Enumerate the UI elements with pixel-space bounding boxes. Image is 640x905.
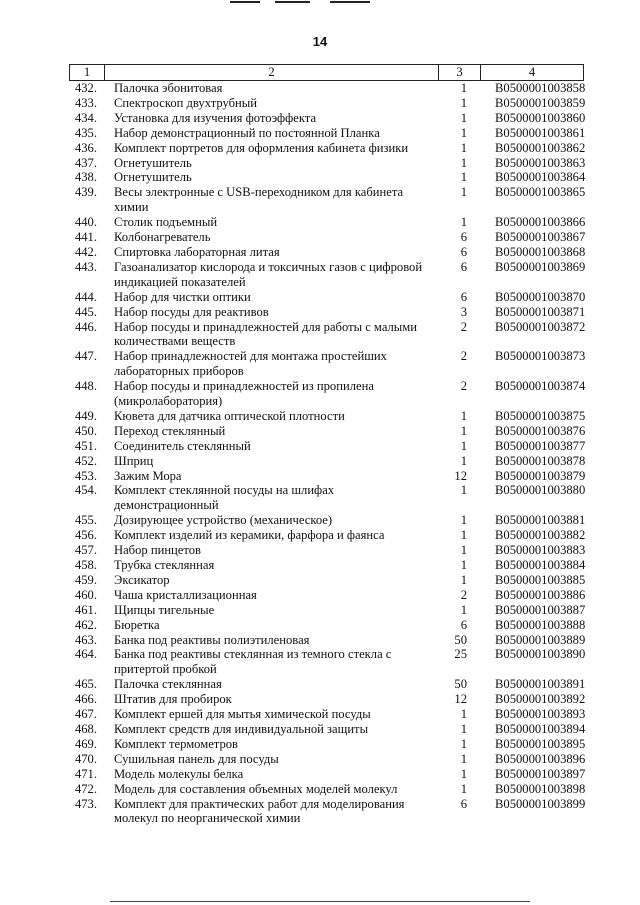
table-row xyxy=(69,215,584,230)
scan-mark-segment xyxy=(230,1,260,3)
row-number: 456. xyxy=(74,528,97,543)
item-quantity: 6 xyxy=(460,259,467,274)
table-row xyxy=(69,185,584,215)
inventory-code: B0500001003880 xyxy=(495,483,586,498)
inventory-code: B0500001003867 xyxy=(495,230,586,245)
table-row xyxy=(69,633,584,648)
inventory-code: B0500001003858 xyxy=(495,81,586,95)
row-number: 460. xyxy=(74,587,97,602)
item-name: Эксикатор xyxy=(114,572,170,587)
item-quantity: 1 xyxy=(460,572,467,587)
row-number: 472. xyxy=(74,781,97,796)
page-number: 14 xyxy=(312,34,328,49)
row-number: 449. xyxy=(74,408,97,423)
inventory-code: B0500001003877 xyxy=(495,438,586,453)
row-number: 471. xyxy=(74,766,97,781)
row-number: 444. xyxy=(74,289,97,304)
inventory-code: B0500001003865 xyxy=(495,185,586,200)
item-quantity: 1 xyxy=(460,185,467,200)
row-number: 442. xyxy=(74,244,97,259)
scan-mark-segment xyxy=(275,1,310,3)
item-quantity: 12 xyxy=(454,692,467,707)
row-number: 446. xyxy=(74,319,97,334)
inventory-code: B0500001003894 xyxy=(495,721,586,736)
item-quantity: 25 xyxy=(454,647,467,662)
row-number: 435. xyxy=(74,125,97,140)
row-number: 434. xyxy=(74,110,97,125)
inventory-code: B0500001003869 xyxy=(495,259,586,274)
table-row xyxy=(69,677,584,692)
item-quantity: 1 xyxy=(460,453,467,468)
inventory-code: B0500001003899 xyxy=(495,796,586,811)
table-row xyxy=(69,81,584,96)
row-number: 457. xyxy=(74,543,97,558)
inventory-code: B0500001003888 xyxy=(495,617,586,632)
item-quantity: 1 xyxy=(460,155,467,170)
item-name: Зажим Мора xyxy=(114,468,182,483)
table-row xyxy=(69,409,584,424)
item-quantity: 1 xyxy=(460,736,467,751)
item-quantity: 1 xyxy=(460,81,467,95)
item-name: Комплект термометров xyxy=(114,736,238,751)
item-quantity: 1 xyxy=(460,140,467,155)
inventory-code: B0500001003881 xyxy=(495,513,586,528)
row-number: 440. xyxy=(74,215,97,230)
table-header xyxy=(69,64,584,81)
inventory-code: B0500001003859 xyxy=(495,95,586,110)
item-quantity: 50 xyxy=(454,632,467,647)
inventory-code: B0500001003891 xyxy=(495,677,586,692)
inventory-code: B0500001003866 xyxy=(495,215,586,230)
row-number: 458. xyxy=(74,558,97,572)
item-name: Банка под реактивы полиэтиленовая xyxy=(114,632,310,647)
inventory-code: B0500001003861 xyxy=(495,125,586,140)
table-row xyxy=(69,573,584,588)
item-quantity: 6 xyxy=(460,796,467,811)
item-quantity: 1 xyxy=(460,766,467,781)
item-name: Шприц xyxy=(114,453,154,468)
item-name: Палочка эбонитовая xyxy=(114,81,223,95)
table-row xyxy=(69,126,584,141)
inventory-code: B0500001003879 xyxy=(495,468,586,483)
item-name: Огнетушитель xyxy=(114,170,192,185)
table-row xyxy=(69,752,584,767)
header-col-3: 3 xyxy=(439,65,481,80)
table-row xyxy=(69,692,584,707)
item-quantity: 3 xyxy=(460,304,467,319)
item-name: Трубка стеклянная xyxy=(114,558,215,572)
inventory-code: B0500001003898 xyxy=(495,781,586,796)
item-name: Установка для изучения фотоэффекта xyxy=(114,110,317,125)
row-number: 439. xyxy=(74,185,97,200)
item-name: Огнетушитель xyxy=(114,155,192,170)
item-quantity: 2 xyxy=(460,319,467,334)
table-row xyxy=(69,558,584,573)
table-row xyxy=(69,737,584,752)
item-name: Набор принадлежностей для монтажа простейших лабораторных приборов xyxy=(114,349,387,379)
row-number: 468. xyxy=(74,721,97,736)
row-number: 463. xyxy=(74,632,97,647)
row-number: 465. xyxy=(74,677,97,692)
item-quantity: 1 xyxy=(460,543,467,558)
item-name: Модель молекулы белка xyxy=(114,766,244,781)
item-name: Банка под реактивы стеклянная из темного стекла с притертой пробкой xyxy=(114,647,392,677)
row-number: 438. xyxy=(74,170,97,185)
row-number: 455. xyxy=(74,513,97,528)
inventory-code: B0500001003873 xyxy=(495,349,586,364)
scan-bottom-mark xyxy=(0,897,640,905)
table-row xyxy=(69,111,584,126)
item-name: Набор для чистки оптики xyxy=(114,289,251,304)
table-row xyxy=(69,439,584,454)
item-quantity: 1 xyxy=(460,95,467,110)
row-number: 448. xyxy=(74,379,97,394)
inventory-code: B0500001003868 xyxy=(495,244,586,259)
inventory-code: B0500001003885 xyxy=(495,572,586,587)
table-row xyxy=(69,469,584,484)
item-quantity: 1 xyxy=(460,483,467,498)
item-quantity: 1 xyxy=(460,513,467,528)
table-row xyxy=(69,513,584,528)
item-name: Спектроскоп двухтрубный xyxy=(114,95,257,110)
row-number: 461. xyxy=(74,602,97,617)
inventory-code: B0500001003886 xyxy=(495,587,586,602)
item-name: Комплект ершей для мытья химической посуды xyxy=(114,707,371,722)
item-name: Весы электронные с USB-переходником для кабинета химии xyxy=(114,185,404,215)
table-row xyxy=(69,305,584,320)
inventory-code: B0500001003864 xyxy=(495,170,586,185)
row-number: 466. xyxy=(74,692,97,707)
item-quantity: 1 xyxy=(460,528,467,543)
table-row xyxy=(69,618,584,633)
table-row xyxy=(69,156,584,171)
item-quantity: 1 xyxy=(460,721,467,736)
inventory-code: B0500001003882 xyxy=(495,528,586,543)
item-name: Дозирующее устройство (механическое) xyxy=(114,513,333,528)
scan-mark-segment xyxy=(330,1,370,3)
table-row xyxy=(69,647,584,677)
row-number: 462. xyxy=(74,617,97,632)
item-name: Комплект стеклянной посуды на шлифах демонстрационный xyxy=(114,483,335,513)
table-row xyxy=(69,722,584,737)
inventory-code: B0500001003895 xyxy=(495,736,586,751)
inventory-code: B0500001003860 xyxy=(495,110,586,125)
item-quantity: 1 xyxy=(460,408,467,423)
inventory-code: B0500001003893 xyxy=(495,707,586,722)
item-name: Набор посуды для реактивов xyxy=(114,304,269,319)
item-quantity: 6 xyxy=(460,230,467,245)
table-row xyxy=(69,170,584,185)
inventory-code: B0500001003870 xyxy=(495,289,586,304)
row-number: 452. xyxy=(74,453,97,468)
table-row xyxy=(69,707,584,722)
row-number: 445. xyxy=(74,304,97,319)
inventory-code: B0500001003887 xyxy=(495,602,586,617)
table-row xyxy=(69,454,584,469)
item-quantity: 1 xyxy=(460,170,467,185)
row-number: 450. xyxy=(74,423,97,438)
table-row xyxy=(69,424,584,439)
inventory-code: B0500001003896 xyxy=(495,751,586,766)
scan-mark-line xyxy=(110,901,530,902)
header-col-1: 1 xyxy=(69,65,105,80)
row-number: 433. xyxy=(74,95,97,110)
inventory-code: B0500001003897 xyxy=(495,766,586,781)
item-name: Комплект портретов для оформления кабинета физики xyxy=(114,140,409,155)
table-row xyxy=(69,543,584,558)
item-quantity: 50 xyxy=(454,677,467,692)
row-number: 454. xyxy=(74,483,97,498)
item-name: Комплект средств для индивидуальной защиты xyxy=(114,721,369,736)
table-row xyxy=(69,797,584,827)
table-row xyxy=(69,141,584,156)
item-quantity: 2 xyxy=(460,349,467,364)
item-quantity: 1 xyxy=(460,751,467,766)
item-quantity: 1 xyxy=(460,215,467,230)
item-name: Штатив для пробирок xyxy=(114,692,232,707)
table-row xyxy=(69,96,584,111)
item-name: Набор посуды и принадлежностей из пропилена (микролаборатория) xyxy=(114,379,374,409)
item-name: Набор демонстрационный по постоянной Планка xyxy=(114,125,380,140)
inventory-code: B0500001003889 xyxy=(495,632,586,647)
table-row xyxy=(69,379,584,409)
inventory-code: B0500001003863 xyxy=(495,155,586,170)
item-name: Комплект изделий из керамики, фарфора и фаянса xyxy=(114,528,385,543)
item-name: Палочка стеклянная xyxy=(114,677,222,692)
inventory-code: B0500001003871 xyxy=(495,304,586,319)
item-name: Набор пинцетов xyxy=(114,543,201,558)
item-quantity: 1 xyxy=(460,558,467,572)
table-body xyxy=(69,81,584,826)
header-col-4: 4 xyxy=(481,65,584,80)
table-row xyxy=(69,603,584,618)
item-quantity: 1 xyxy=(460,781,467,796)
inventory-code: B0500001003874 xyxy=(495,379,586,394)
item-quantity: 1 xyxy=(460,125,467,140)
item-name: Газоанализатор кислорода и токсичных газов с цифровой индикацией показателей xyxy=(114,259,423,289)
inventory-code: B0500001003892 xyxy=(495,692,586,707)
item-name: Колбонагреватель xyxy=(114,230,211,245)
row-number: 447. xyxy=(74,349,97,364)
inventory-code: B0500001003884 xyxy=(495,558,586,572)
item-name: Щипцы тигельные xyxy=(114,602,215,617)
table-row xyxy=(69,483,584,513)
item-name: Комплект для практических работ для моделирования молекул по неорганической химии xyxy=(114,796,405,826)
table-row xyxy=(69,320,584,350)
item-quantity: 2 xyxy=(460,379,467,394)
table-row xyxy=(69,528,584,543)
table-row xyxy=(69,260,584,290)
row-number: 437. xyxy=(74,155,97,170)
row-number: 453. xyxy=(74,468,97,483)
row-number: 441. xyxy=(74,230,97,245)
item-name: Переход стеклянный xyxy=(114,423,226,438)
item-name: Набор посуды и принадлежностей для работы с малыми количествами веществ xyxy=(114,319,417,349)
item-name: Бюретка xyxy=(114,617,160,632)
row-number: 469. xyxy=(74,736,97,751)
row-number: 443. xyxy=(74,259,97,274)
row-number: 432. xyxy=(74,81,97,95)
item-quantity: 6 xyxy=(460,289,467,304)
inventory-code: B0500001003878 xyxy=(495,453,586,468)
item-name: Сушильная панель для посуды xyxy=(114,751,279,766)
row-number: 436. xyxy=(74,140,97,155)
item-quantity: 1 xyxy=(460,110,467,125)
row-number: 473. xyxy=(74,796,97,811)
equipment-table xyxy=(69,64,584,826)
inventory-code: B0500001003872 xyxy=(495,319,586,334)
item-quantity: 1 xyxy=(460,438,467,453)
row-number: 470. xyxy=(74,751,97,766)
item-name: Модель для составления объемных моделей молекул xyxy=(114,781,398,796)
table-row xyxy=(69,588,584,603)
item-name: Столик подъемный xyxy=(114,215,218,230)
row-number: 467. xyxy=(74,707,97,722)
item-quantity: 6 xyxy=(460,617,467,632)
header-col-2: 2 xyxy=(105,65,439,80)
table-row xyxy=(69,245,584,260)
table-row xyxy=(69,782,584,797)
item-name: Спиртовка лабораторная литая xyxy=(114,244,280,259)
scan-top-mark xyxy=(0,0,640,8)
table-row xyxy=(69,230,584,245)
item-quantity: 1 xyxy=(460,423,467,438)
item-quantity: 2 xyxy=(460,587,467,602)
inventory-code: B0500001003876 xyxy=(495,423,586,438)
item-name: Соединитель стеклянный xyxy=(114,438,251,453)
item-name: Чаша кристаллизационная xyxy=(114,587,257,602)
row-number: 459. xyxy=(74,572,97,587)
table-row xyxy=(69,349,584,379)
item-name: Кювета для датчика оптической плотности xyxy=(114,408,345,423)
row-number: 464. xyxy=(74,647,97,662)
inventory-code: B0500001003890 xyxy=(495,647,586,662)
inventory-code: B0500001003883 xyxy=(495,543,586,558)
item-quantity: 1 xyxy=(460,707,467,722)
inventory-code: B0500001003862 xyxy=(495,140,586,155)
item-quantity: 12 xyxy=(454,468,467,483)
item-quantity: 1 xyxy=(460,602,467,617)
item-quantity: 6 xyxy=(460,244,467,259)
inventory-code: B0500001003875 xyxy=(495,408,586,423)
row-number: 451. xyxy=(74,438,97,453)
table-row xyxy=(69,290,584,305)
table-row xyxy=(69,767,584,782)
